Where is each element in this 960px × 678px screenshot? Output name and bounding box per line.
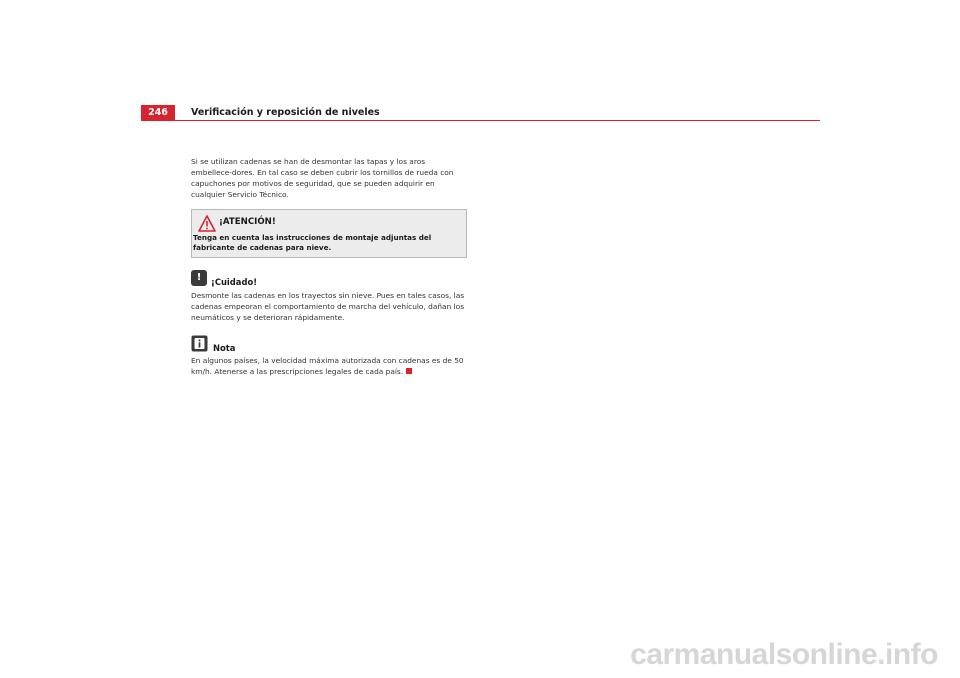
intro-paragraph: Si se utilizan cadenas se han de desmontar las tapas y los aros embellece-dores. En tal caso se deben cubrir los tornillos de rueda con capuchones por motivos de seguridad, que se pueden adquirir en cualquier Servicio Técnico. — [191, 157, 454, 199]
caution-title: ¡Cuidado! — [211, 277, 258, 287]
watermark: carmanualsonline.info — [630, 638, 938, 671]
main-content — [191, 156, 467, 377]
warning-triangle-icon — [198, 215, 216, 232]
note-header — [191, 335, 467, 355]
section-title: Verificación y reposición de niveles — [191, 107, 380, 118]
warning-header — [192, 215, 466, 233]
note-text: En algunos países, la velocidad máxima autorizada con cadenas es de 50 km/h. Atenerse a las prescripciones legales de cada país. — [191, 356, 464, 376]
warning-text: Tenga en cuenta las instrucciones de montaje adjuntas del fabricante de cadenas para nieve. — [193, 233, 432, 252]
info-note-icon — [191, 335, 208, 352]
warning-box — [191, 209, 467, 258]
page-header — [141, 105, 820, 121]
caution-text: Desmonte las cadenas en los trayectos sin nieve. Pues en tales casos, las cadenas empeoran el comportamiento de marcha del vehículo, dañan los neumáticos y se deterioran rápidamente. — [191, 291, 465, 322]
note-title: Nota — [213, 343, 236, 353]
note-paragraph — [191, 355, 467, 377]
page-number: 246 — [141, 105, 175, 120]
end-marker-icon — [406, 368, 412, 374]
header-rule — [141, 120, 820, 121]
exclamation-icon: ! — [191, 270, 207, 286]
caution-header — [191, 270, 467, 290]
warning-title: ¡ATENCIÓN! — [219, 217, 276, 227]
